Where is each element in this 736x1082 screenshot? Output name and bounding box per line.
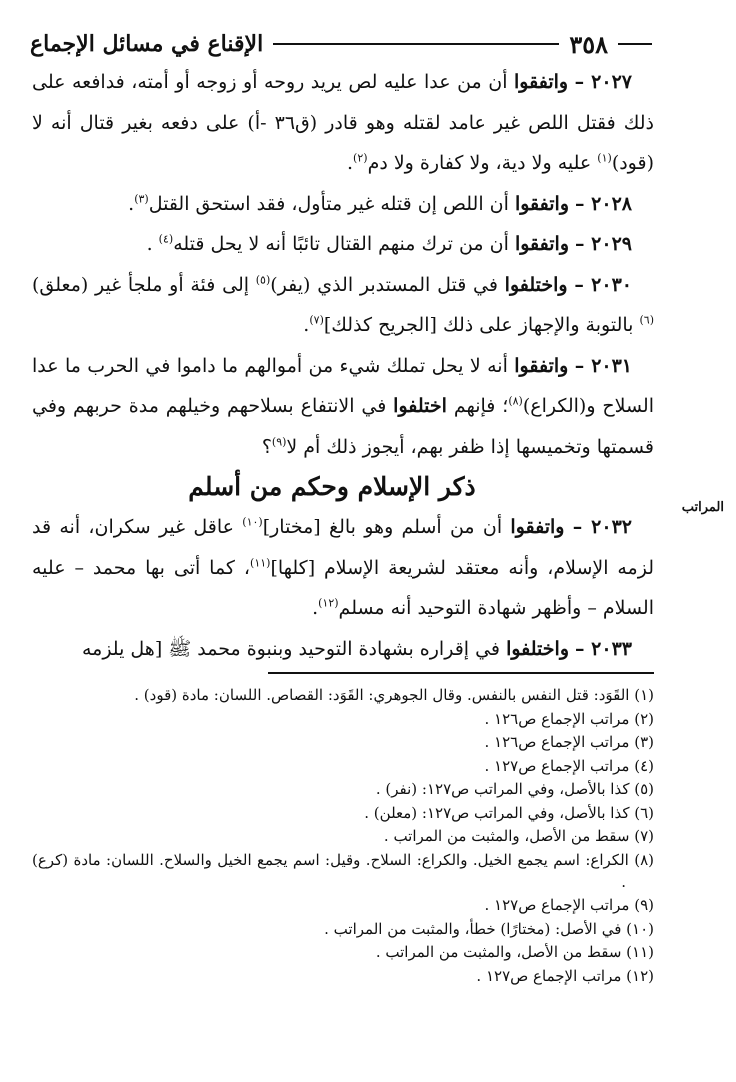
issue-number: ٢٠٣٠ – [574, 273, 632, 296]
keyword: اختلفوا [393, 395, 447, 417]
footnote-item: (١٢) مراتب الإجماع ص١٢٧ . [476, 966, 654, 985]
paragraph-text: أن من أسلم وهو بالغ [مختار] [262, 516, 503, 538]
page-header [30, 24, 652, 64]
paragraph-2028 [32, 184, 654, 225]
paragraph-2029 [32, 224, 654, 265]
keyword: واختلفوا [504, 273, 568, 296]
footnote-ref: (١) [597, 151, 612, 165]
footnote-ref: (٦) [639, 313, 654, 327]
keyword: واتفقوا [514, 233, 569, 255]
paragraph-2027 [32, 62, 654, 184]
footnote-ref: (١٢) [318, 596, 339, 610]
keyword: واتفقوا [510, 516, 565, 538]
paragraph-text: في إقراره بشهادة التوحيد وبنبوة محمد ﷺ [هل يلزمه [81, 637, 501, 660]
paragraph-text: أن من عدا عليه لص يريد روحه أو زوجه أو أمته، فدافعه على ذلك فقتل اللص غير عامد لقتله وهو قادر (ق٣٦ -أ) على دفعه بغير قتال أنه لا (قود) [32, 71, 654, 174]
footnote-ref: (١٠) [242, 515, 263, 529]
footnote-item: (١) القَوَد: قتل النفس بالنفس. وقال الجوهري: القَوَد: القصاص. اللسان: مادة (قود) . [134, 686, 654, 704]
footnote-ref: (٥) [255, 273, 271, 287]
footnote-item: (١١) سقط من الأصل، والمثبت من المراتب . [375, 943, 654, 961]
footnote-item: (٩) مراتب الإجماع ص١٢٧ . [484, 896, 654, 914]
paragraph-end: . [128, 192, 135, 215]
issue-number: ٢٠٢٨ – [575, 192, 632, 215]
paragraph-2031 [32, 346, 654, 468]
paragraph-2032 [32, 507, 654, 629]
paragraph-end: . [146, 233, 159, 255]
paragraph-text: بالتوبة والإجهاز على ذلك [الجريح كذلك] [323, 314, 640, 336]
keyword: واتفقوا [514, 71, 569, 93]
footnote-item: (٧) سقط من الأصل، والمثبت من المراتب . [383, 827, 654, 845]
paragraph-text: ؛ فإنهم [446, 395, 509, 417]
paragraph-end: . [312, 597, 319, 619]
issue-number: ٢٠٣٣ – [575, 637, 632, 660]
footnote-separator [268, 672, 654, 674]
main-text [32, 62, 654, 669]
footnote-ref: (٨) [508, 394, 523, 408]
paragraph-end: . [303, 314, 310, 336]
footnote-item: (٤) مراتب الإجماع ص١٢٧ . [484, 756, 654, 775]
issue-number: ٢٠٢٩ – [575, 233, 632, 255]
section-heading: ذكر الإسلام وحكم من أسلم [188, 472, 476, 501]
paragraph-text: إلى فئة أو ملجأ غير (معلق) [32, 273, 256, 296]
footnote-ref: (٩) [271, 435, 287, 449]
footnote-ref: (٣) [134, 192, 149, 206]
paragraph-text: عاقل غير سكران، أنه قد لزمه الإسلام، وأنه معتقد لشريعة الإسلام [كلها] [32, 516, 655, 579]
paragraph-text: ، كما أتى بها محمد – عليه السلام – وأظهر شهادة التوحيد أنه مسلم [32, 556, 654, 619]
issue-number: ٢٠٢٧ – [574, 71, 632, 93]
page-number: ٣٥٨ [569, 29, 608, 59]
footnote-ref: (١١) [250, 556, 271, 570]
footnote-item: (٦) كذا بالأصل، وفي المراتب ص١٢٧: (معلن) . [364, 803, 654, 822]
footnote-item: (٢) مراتب الإجماع ص١٢٦ . [484, 709, 654, 728]
footnote-item: (٣) مراتب الإجماع ص١٢٦ . [484, 733, 654, 751]
footnotes [32, 684, 654, 988]
footnote-item: (٥) كذا بالأصل، وفي المراتب ص١٢٧: (نفر) . [375, 780, 654, 798]
header-dash [618, 43, 652, 45]
keyword: واتفقوا [514, 192, 569, 215]
paragraph-2030 [32, 265, 654, 346]
footnote-ref: (٢) [353, 151, 368, 165]
header-rule [273, 43, 559, 45]
footnote-item: (٨) الكراع: اسم يجمع الخيل. والكراع: السلاح. وقيل: اسم يجمع الخيل والسلاح. اللسان: مادة (كرع) . [32, 850, 654, 891]
paragraph-end: . [347, 152, 354, 174]
running-title: الإقناع في مسائل الإجماع [30, 31, 264, 57]
margin-note: المراتب [681, 500, 724, 515]
keyword: واختلفوا [506, 637, 569, 660]
paragraph-text: في قتل المستدبر الذي (يفر) [270, 273, 498, 296]
issue-number: ٢٠٣٢ – [572, 516, 632, 538]
keyword: واتفقوا [514, 354, 569, 377]
paragraph-2033 [32, 629, 654, 670]
footnote-ref: (٤) [158, 232, 174, 246]
footnote-ref: (٧) [309, 313, 324, 327]
paragraph-text: عليه ولا دية، ولا كفارة ولا دم [367, 152, 598, 174]
paragraph-end: ؟ [261, 435, 272, 458]
issue-number: ٢٠٣١ – [574, 354, 633, 377]
footnote-item: (١٠) في الأصل: (مختارًا) خطأ، والمثبت من المراتب . [324, 919, 654, 938]
paragraph-text: أنه لا يحل تملك شيء من أموالهم ما داموا في الحرب ما عدا السلاح و(الكراع) [32, 354, 654, 417]
paragraph-text: أن من ترك منهم القتال تائبًا أنه لا يحل قتله [173, 233, 509, 255]
paragraph-text: في الانتفاع بسلاحهم وخيلهم مدة حربهم وفي قسمتها وتخميسها إذا ظفر بهم، أيجوز ذلك أم لا [32, 395, 654, 458]
paragraph-text: أن اللص إن قتله غير متأول، فقد استحق القتل [148, 192, 509, 215]
